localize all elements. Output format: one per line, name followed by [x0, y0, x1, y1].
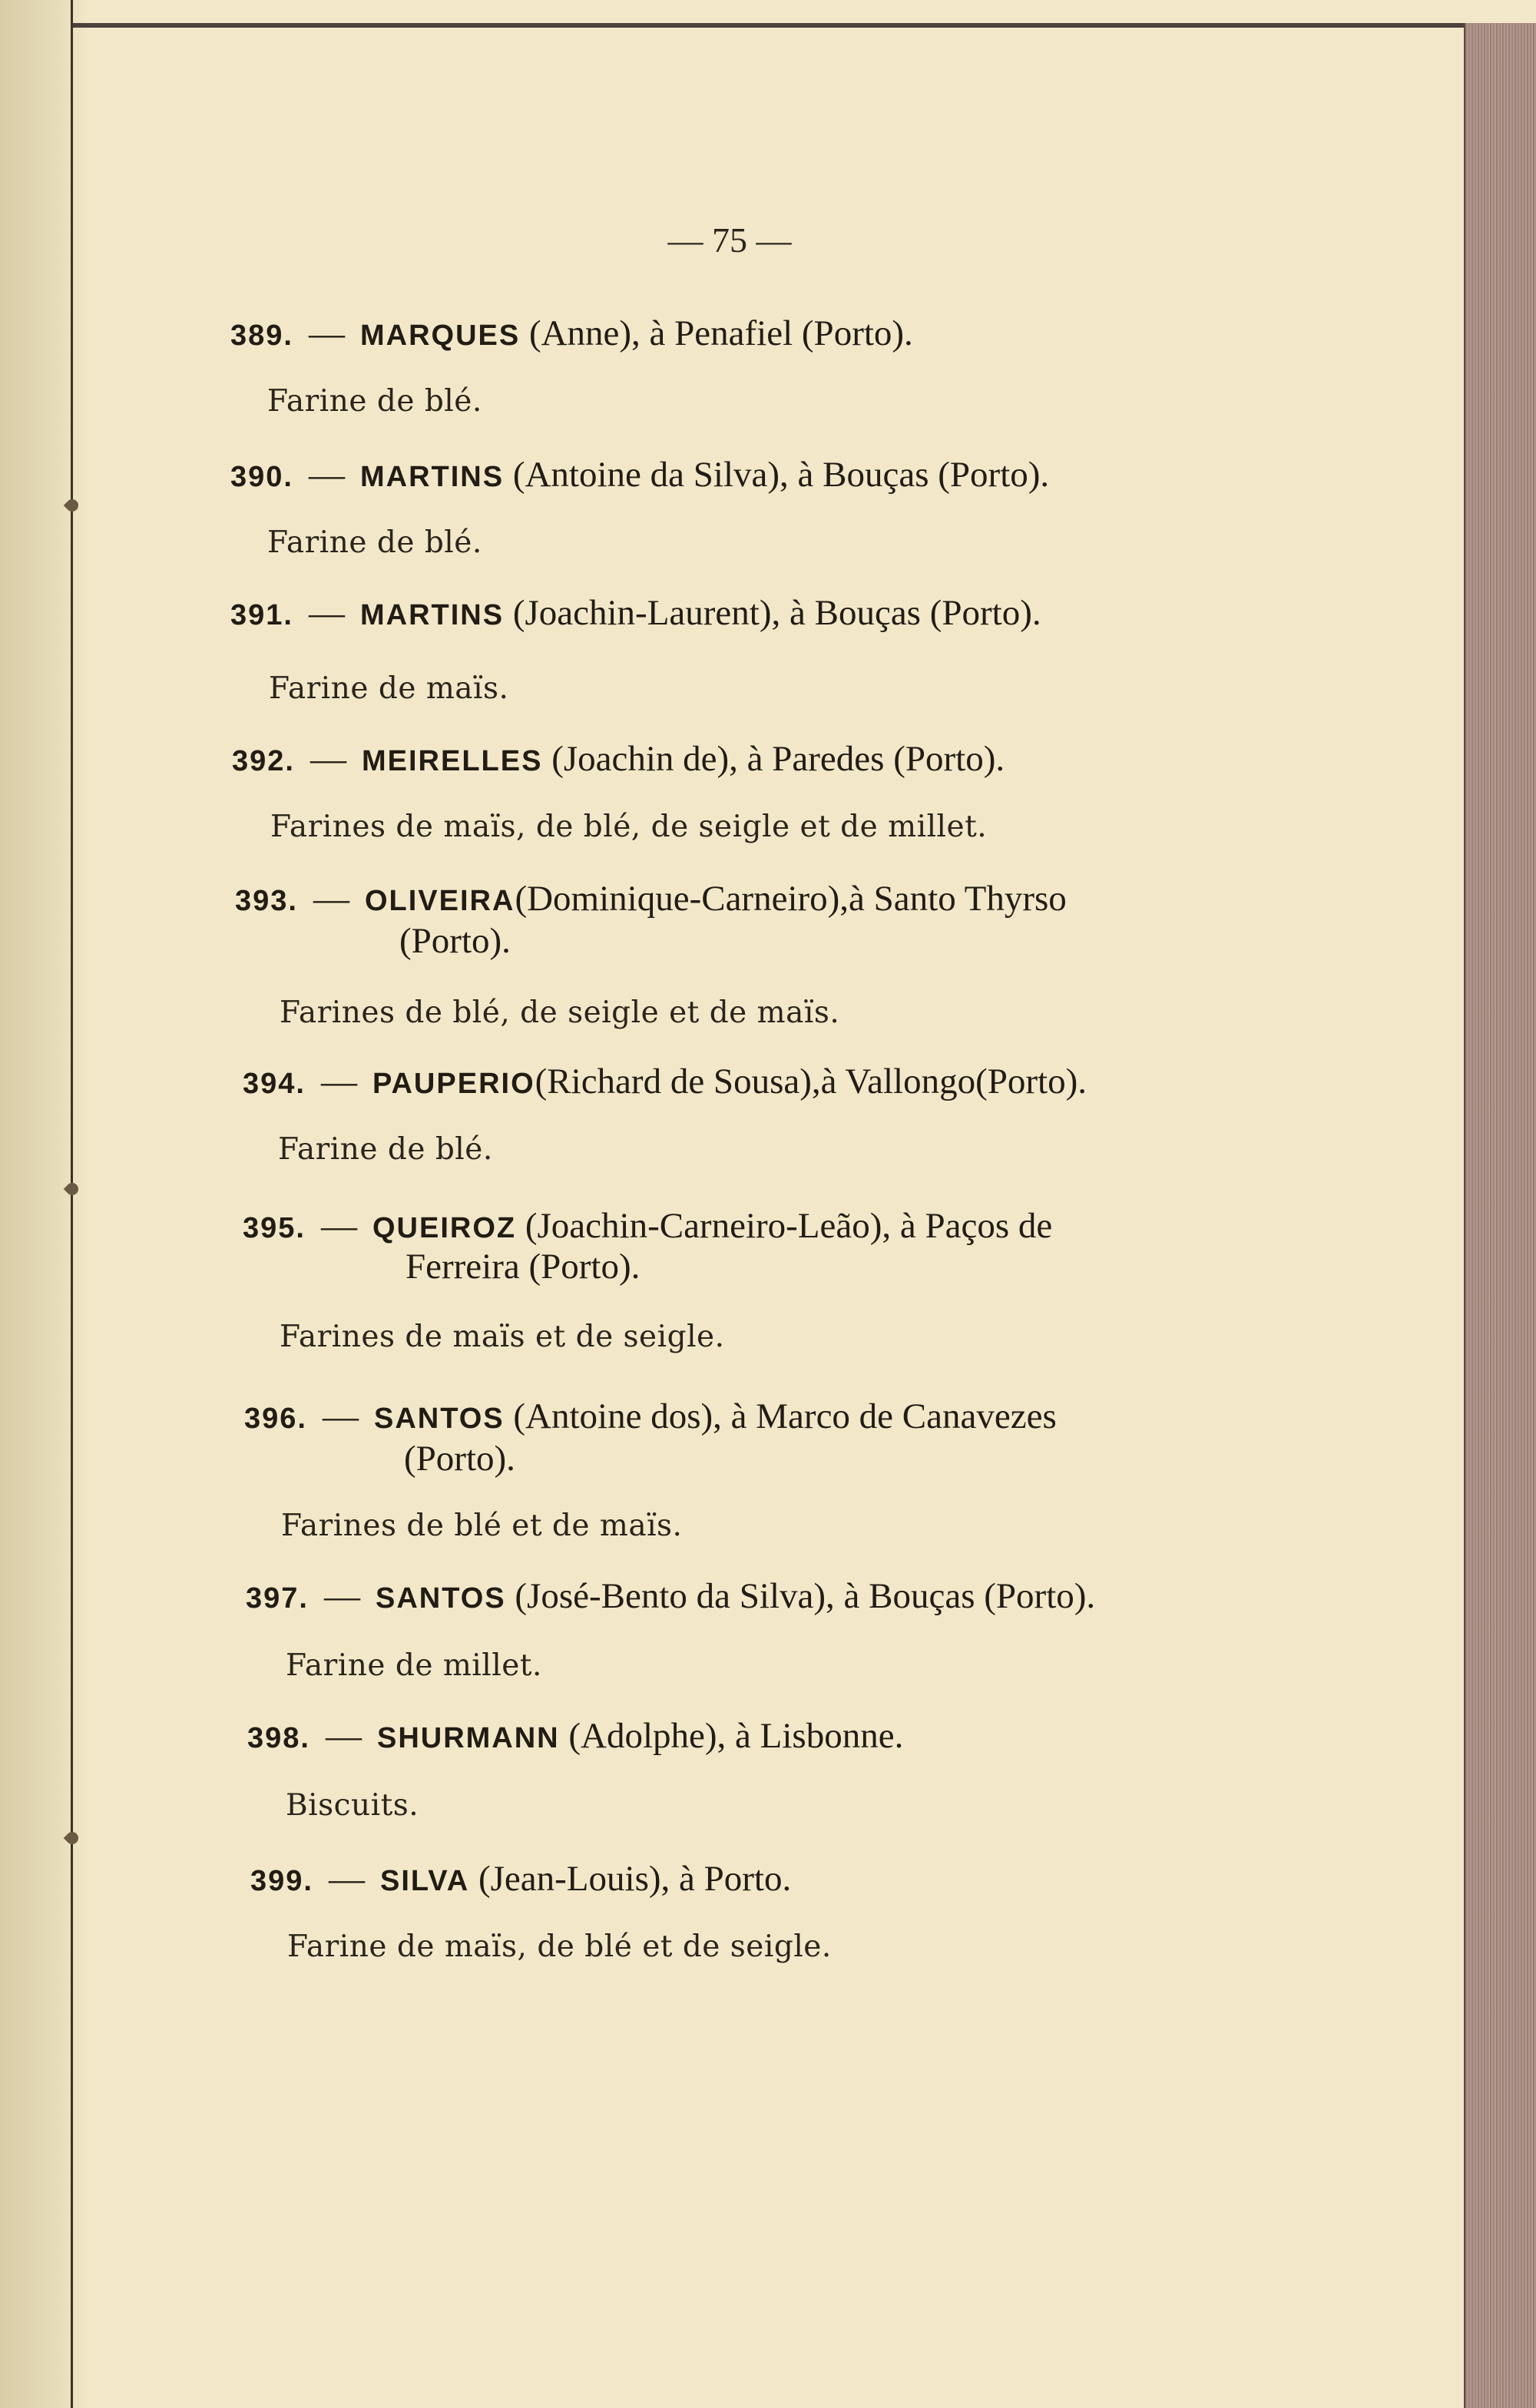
entry-heading — [235, 874, 1067, 926]
entry-name: MARQUES — [359, 320, 521, 352]
entry-heading — [247, 1711, 903, 1763]
entry-description: Biscuits. — [286, 1788, 419, 1823]
entry-heading — [232, 734, 1005, 786]
entry-heading — [230, 309, 913, 360]
entry-dash: — — [325, 1716, 362, 1756]
page-top-edge — [73, 23, 1465, 28]
entry-number: 398. — [247, 1722, 310, 1754]
entry-dash: — — [323, 1576, 360, 1616]
entry-detail: (Anne), à Penafiel (Porto). — [528, 313, 913, 353]
entry-name: MARTINS — [359, 599, 505, 631]
entry-heading — [244, 1392, 1057, 1443]
entry-name: QUEIROZ — [372, 1212, 517, 1244]
entry-detail-continuation: Ferreira (Porto). — [406, 1247, 641, 1287]
entry-heading — [243, 1201, 1052, 1253]
entry-number: 391. — [230, 599, 293, 631]
entry-description: Farine de blé. — [267, 384, 482, 419]
entry-dash: — — [308, 455, 345, 495]
entry-dash: — — [310, 739, 346, 779]
entry-dash: — — [320, 1206, 357, 1246]
entry-number: 390. — [230, 461, 293, 493]
entry-name: SILVA — [379, 1865, 470, 1897]
entry-number: 392. — [232, 745, 295, 777]
entry-detail: (Joachin de), à Paredes (Porto). — [551, 739, 1005, 779]
entry-detail-continuation: (Porto). — [404, 1439, 515, 1479]
entry-detail: (Joachin-Carneiro-Leão), à Paços de — [525, 1206, 1053, 1246]
entry-name: OLIVEIRA — [364, 885, 515, 917]
entry-detail: (Antoine dos), à Marco de Canavezes — [513, 1396, 1057, 1436]
entry-description: Farines de maïs, de blé, de seigle et de millet. — [270, 810, 988, 844]
entry-detail: (Richard de Sousa),à Vallongo(Porto). — [535, 1062, 1087, 1101]
entry-detail: (Jean-Louis), à Porto. — [478, 1859, 792, 1899]
entry-name: SHURMANN — [376, 1722, 560, 1754]
entry-heading — [246, 1572, 1095, 1623]
entry-description: Farine de millet. — [286, 1648, 542, 1683]
entry-heading — [230, 450, 1049, 502]
entry-name: SANTOS — [375, 1582, 506, 1615]
entry-dash: — — [308, 593, 345, 633]
entry-description: Farines de blé et de maïs. — [281, 1509, 683, 1543]
entry-dash: — — [320, 1062, 357, 1101]
entry-dash: — — [322, 1396, 359, 1436]
entry-number: 389. — [230, 320, 293, 352]
page-block-edge — [1464, 23, 1536, 2408]
page-number: — 75 — — [667, 220, 792, 260]
entry-dash: — — [308, 313, 345, 353]
entry-name: MEIRELLES — [361, 745, 543, 777]
binding-line — [71, 0, 73, 2408]
entry-number: 394. — [243, 1068, 306, 1100]
entry-description: Farines de maïs et de seigle. — [280, 1320, 725, 1354]
entry-heading — [243, 1057, 1087, 1108]
entry-number: 396. — [244, 1403, 307, 1435]
entry-detail: (Dominique-Carneiro),à Santo Thyrso — [515, 879, 1067, 919]
entry-heading — [230, 588, 1041, 640]
entry-detail: (José-Bento da Silva), à Bouças (Porto). — [515, 1576, 1096, 1616]
entry-dash: — — [328, 1859, 365, 1899]
entry-name: MARTINS — [359, 461, 505, 493]
entry-detail: (Antoine da Silva), à Bouças (Porto). — [512, 455, 1050, 495]
entry-detail-continuation: (Porto). — [399, 921, 511, 961]
entry-description: Farines de blé, de seigle et de maïs. — [280, 995, 840, 1030]
entry-description: Farine de maïs, de blé et de seigle. — [287, 1929, 832, 1964]
entry-number: 397. — [246, 1582, 309, 1615]
entry-name: PAUPERIO — [372, 1068, 535, 1100]
entry-heading — [250, 1854, 791, 1906]
entry-name: SANTOS — [373, 1403, 505, 1435]
entry-number: 395. — [243, 1212, 306, 1244]
entry-number: 399. — [250, 1865, 313, 1897]
entry-detail: (Adolphe), à Lisbonne. — [568, 1716, 904, 1756]
entry-detail: (Joachin-Laurent), à Bouças (Porto). — [512, 593, 1041, 633]
entry-number: 393. — [235, 885, 298, 917]
entry-description: Farine de blé. — [278, 1132, 493, 1167]
entry-description: Farine de blé. — [267, 525, 482, 560]
entry-dash: — — [313, 879, 349, 919]
entry-description: Farine de maïs. — [269, 671, 509, 706]
